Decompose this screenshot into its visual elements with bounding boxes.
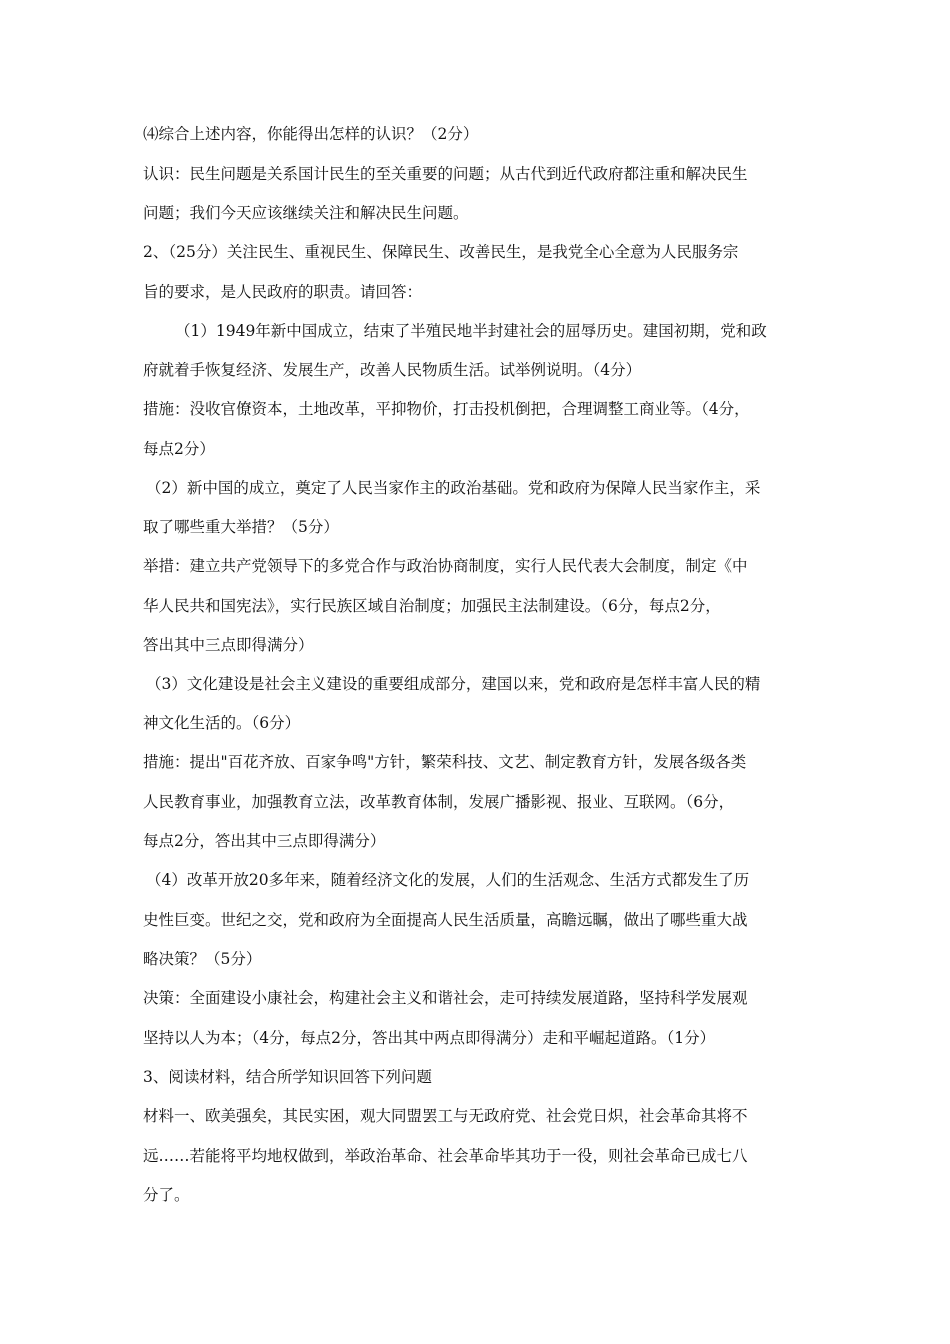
text-line: 答出其中三点即得满分） xyxy=(143,636,314,654)
text-line: 华人民共和国宪法》，实行民族区域自治制度；加强民主法制建设。（6分，每点2分， xyxy=(143,597,721,615)
text-line: 认识：民生问题是关系国计民生的至关重要的问题；从古代到近代政府都注重和解决民生 xyxy=(143,165,748,183)
text-line: ⑷综合上述内容，你能得出怎样的认识？（2分） xyxy=(143,125,479,143)
text-line: 措施：提出"百花齐放、百家争鸣"方针，繁荣科技、文艺、制定教育方针，发展各级各类 xyxy=(143,753,747,771)
text-line: 坚持以人为本；（4分，每点2分，答出其中两点即得满分）走和平崛起道路。（1分） xyxy=(143,1029,716,1047)
text-line: 问题；我们今天应该继续关注和解决民生问题。 xyxy=(143,204,469,222)
text-line: 材料一、欧美强矣，其民实困，观大同盟罢工与无政府党、社会党日炽，社会革命其将不 xyxy=(143,1107,748,1125)
text-line: 每点2分，答出其中三点即得满分） xyxy=(143,832,386,850)
text-line: （2）新中国的成立，奠定了人民当家作主的政治基础。党和政府为保障人民当家作主，采 xyxy=(146,479,761,497)
text-line: （4）改革开放20多年来，随着经济文化的发展，人们的生活观念、生活方式都发生了历 xyxy=(146,871,750,889)
text-line: 神文化生活的。（6分） xyxy=(143,714,301,732)
text-line: 旨的要求，是人民政府的职责。请回答： xyxy=(143,283,423,301)
text-line: 3、阅读材料，结合所学知识回答下列问题 xyxy=(143,1068,432,1086)
text-line: 略决策？（5分） xyxy=(143,950,262,968)
text-line: 府就着手恢复经济、发展生产，改善人民物质生活。试举例说明。（4分） xyxy=(143,361,642,379)
text-line: （3）文化建设是社会主义建设的重要组成部分，建国以来，党和政府是怎样丰富人民的精 xyxy=(146,675,761,693)
text-line: 取了哪些重大举措？（5分） xyxy=(143,518,339,536)
text-line: 措施：没收官僚资本，土地改革，平抑物价，打击投机倒把，合理调整工商业等。（4分， xyxy=(143,400,750,418)
text-line: 举措：建立共产党领导下的多党合作与政治协商制度，实行人民代表大会制度，制定《中 xyxy=(143,557,748,575)
text-line: （1）1949年新中国成立，结束了半殖民地半封建社会的屈辱历史。建国初期，党和政 xyxy=(175,322,767,340)
text-line: 分了。 xyxy=(143,1186,190,1204)
text-line: 每点2分） xyxy=(143,440,215,458)
text-line: 史性巨变。世纪之交，党和政府为全面提高人民生活质量，高瞻远瞩，做出了哪些重大战 xyxy=(143,911,748,929)
text-line: 2、（25分）关注民生、重视民生、保障民生、改善民生，是我党全心全意为人民服务宗 xyxy=(143,243,739,261)
text-line: 远……若能将平均地权做到，举政治革命、社会革命毕其功于一役，则社会革命已成七八 xyxy=(143,1147,748,1165)
text-line: 人民教育事业，加强教育立法，改革教育体制，发展广播影视、报业、互联网。（6分， xyxy=(143,793,735,811)
text-line: 决策：全面建设小康社会，构建社会主义和谐社会，走可持续发展道路，坚持科学发展观 xyxy=(143,989,748,1007)
